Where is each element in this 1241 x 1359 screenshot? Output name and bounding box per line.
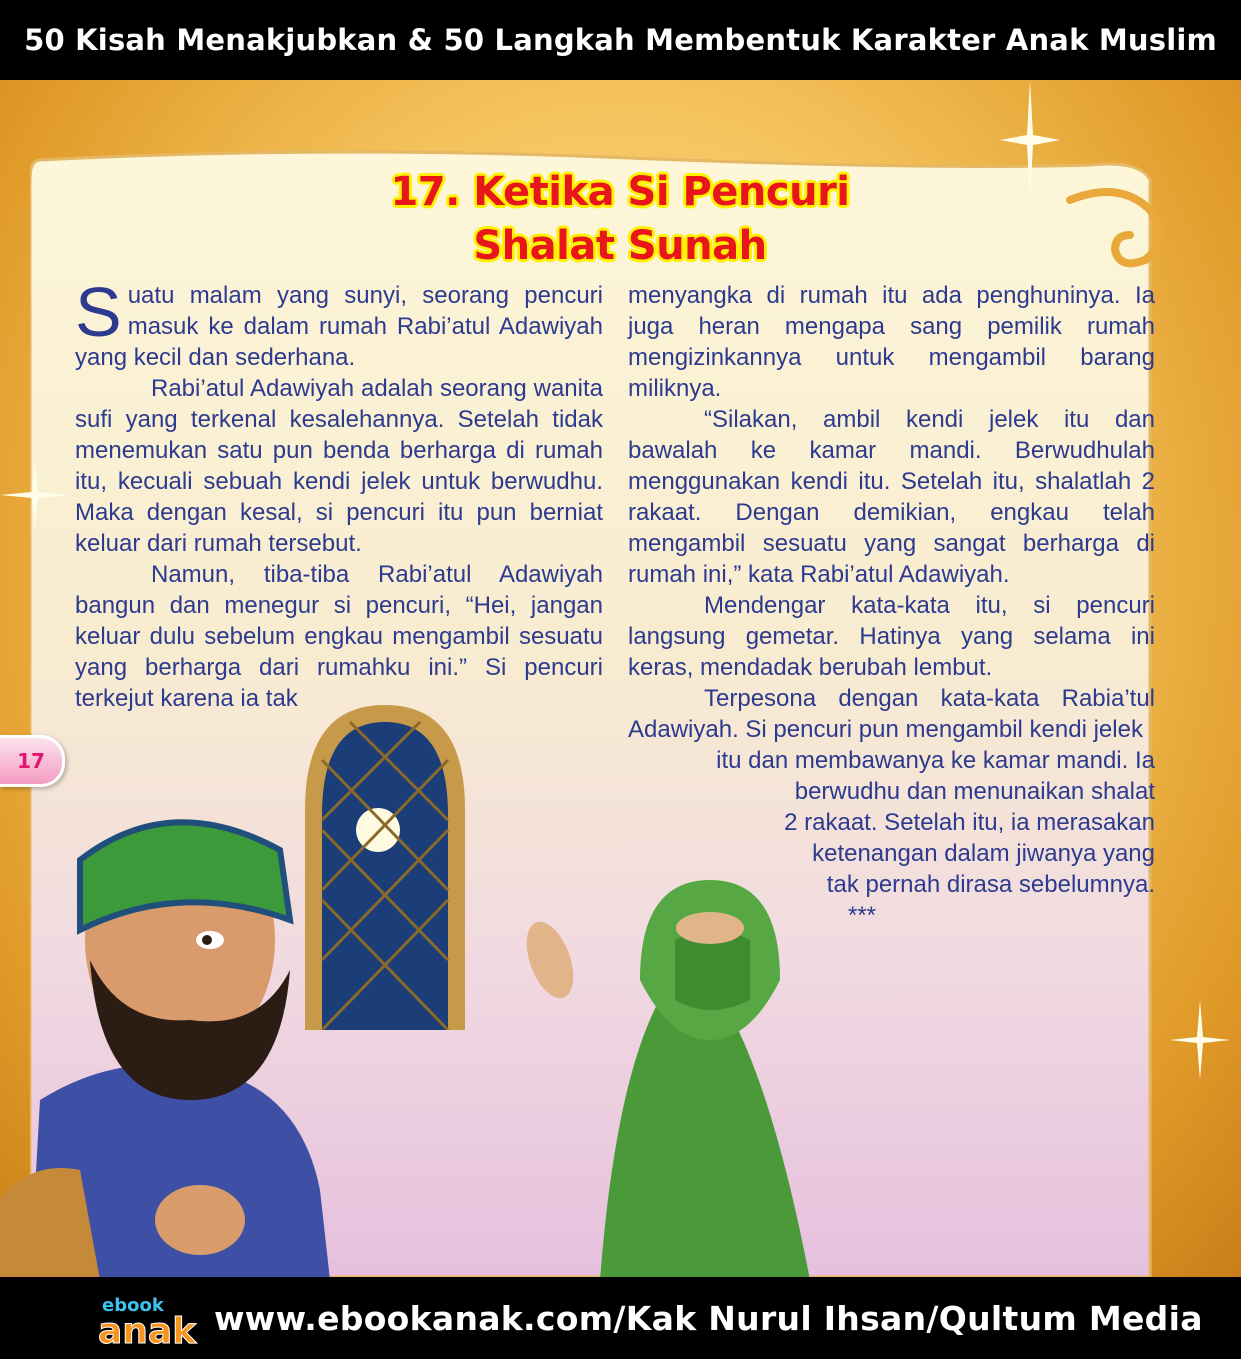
page-number: 17 [17,749,45,773]
story-title-line2: Shalat Sunah [473,223,767,269]
paragraph-3: Namun, tiba-tiba Rabi’atul Adawiyah bangun dan menegur si pencuri, “Hei, jangan keluar dulu sebelum engkau mengambil sesuatu yang berharga dari rumahku ini.” Si pencuri terkejut karena ia tak [75,561,603,712]
logo-main-text: anak [98,1311,197,1349]
logo-top-text: ebook [102,1295,164,1316]
sparkle-icon [1170,1000,1230,1080]
sparkle-icon [1000,80,1060,200]
ebookanak-logo-graphic [98,1287,204,1349]
paragraph-7-line: ketenangan dalam jiwanya yang [812,840,1155,867]
drop-cap: S [75,273,122,351]
story-column-right [628,280,1155,931]
paragraph-7-line: itu dan membawanya ke kamar mandi. Ia [716,747,1155,774]
page-number-badge [0,735,65,787]
story-column-left [75,273,603,714]
paragraph-4: menyangka di rumah itu ada penghuninya. Ia juga heran mengapa sang pemilik rumah mengizinkannya untuk mengambil barang miliknya. [628,282,1155,402]
paragraph-7-line: 2 rakaat. Setelah itu, ia merasakan [784,809,1155,836]
ebookanak-logo [98,1287,204,1349]
sparkle-icon [0,460,70,530]
series-header [0,0,1241,80]
paragraph-1 [75,273,603,373]
footer-credit: www.ebookanak.com/Kak Nurul Ihsan/Qultum Media [214,1298,1203,1338]
paragraph-7-line: berwudhu dan menunaikan shalat [794,778,1155,805]
story-title [300,165,940,273]
paragraph-5: “Silakan, ambil kendi jelek itu dan bawalah ke kamar mandi. Berwudhulah menggunakan kendi itu. Setelah itu, shalatlah 2 rakaat. Dengan demikian, engkau telah mengambil sesuatu yang sangat berharga di rumah ini,” kata Rabi’atul Adawiyah. [628,406,1155,588]
series-title: 50 Kisah Menakjubkan & 50 Langkah Membentuk Karakter Anak Muslim [24,23,1217,57]
paragraph-7: Terpesona dengan kata-kata Rabia’tul Adawiyah. Si pencuri pun mengambil kendi jelek [628,685,1155,743]
paragraph-6: Mendengar kata-kata itu, si pencuri langsung gemetar. Hatinya yang selama ini keras, mendadak berubah lembut. [628,592,1155,681]
story-title-line1: 17. Ketika Si Pencuri [390,169,850,215]
footer-bar [0,1277,1241,1359]
page-stage [0,80,1241,1277]
end-mark: *** [848,902,877,929]
paragraph-2: Rabi’atul Adawiyah adalah seorang wanita sufi yang terkenal kesalehannya. Setelah tidak menemukan satu pun benda berharga di rumah itu, kecuali sebuah kendi jelek untuk berwudhu. Maka dengan kesal, si pencuri itu pun berniat keluar dari rumah tersebut. [75,375,603,557]
paragraph-7-line: tak pernah dirasa sebelumnya. [826,871,1155,898]
paragraph-1-text: uatu malam yang sunyi, seorang pencuri masuk ke dalam rumah Rabi’atul Adawiyah yang kecil dan sederhana. [75,282,603,371]
thief-illustration [0,770,330,1277]
